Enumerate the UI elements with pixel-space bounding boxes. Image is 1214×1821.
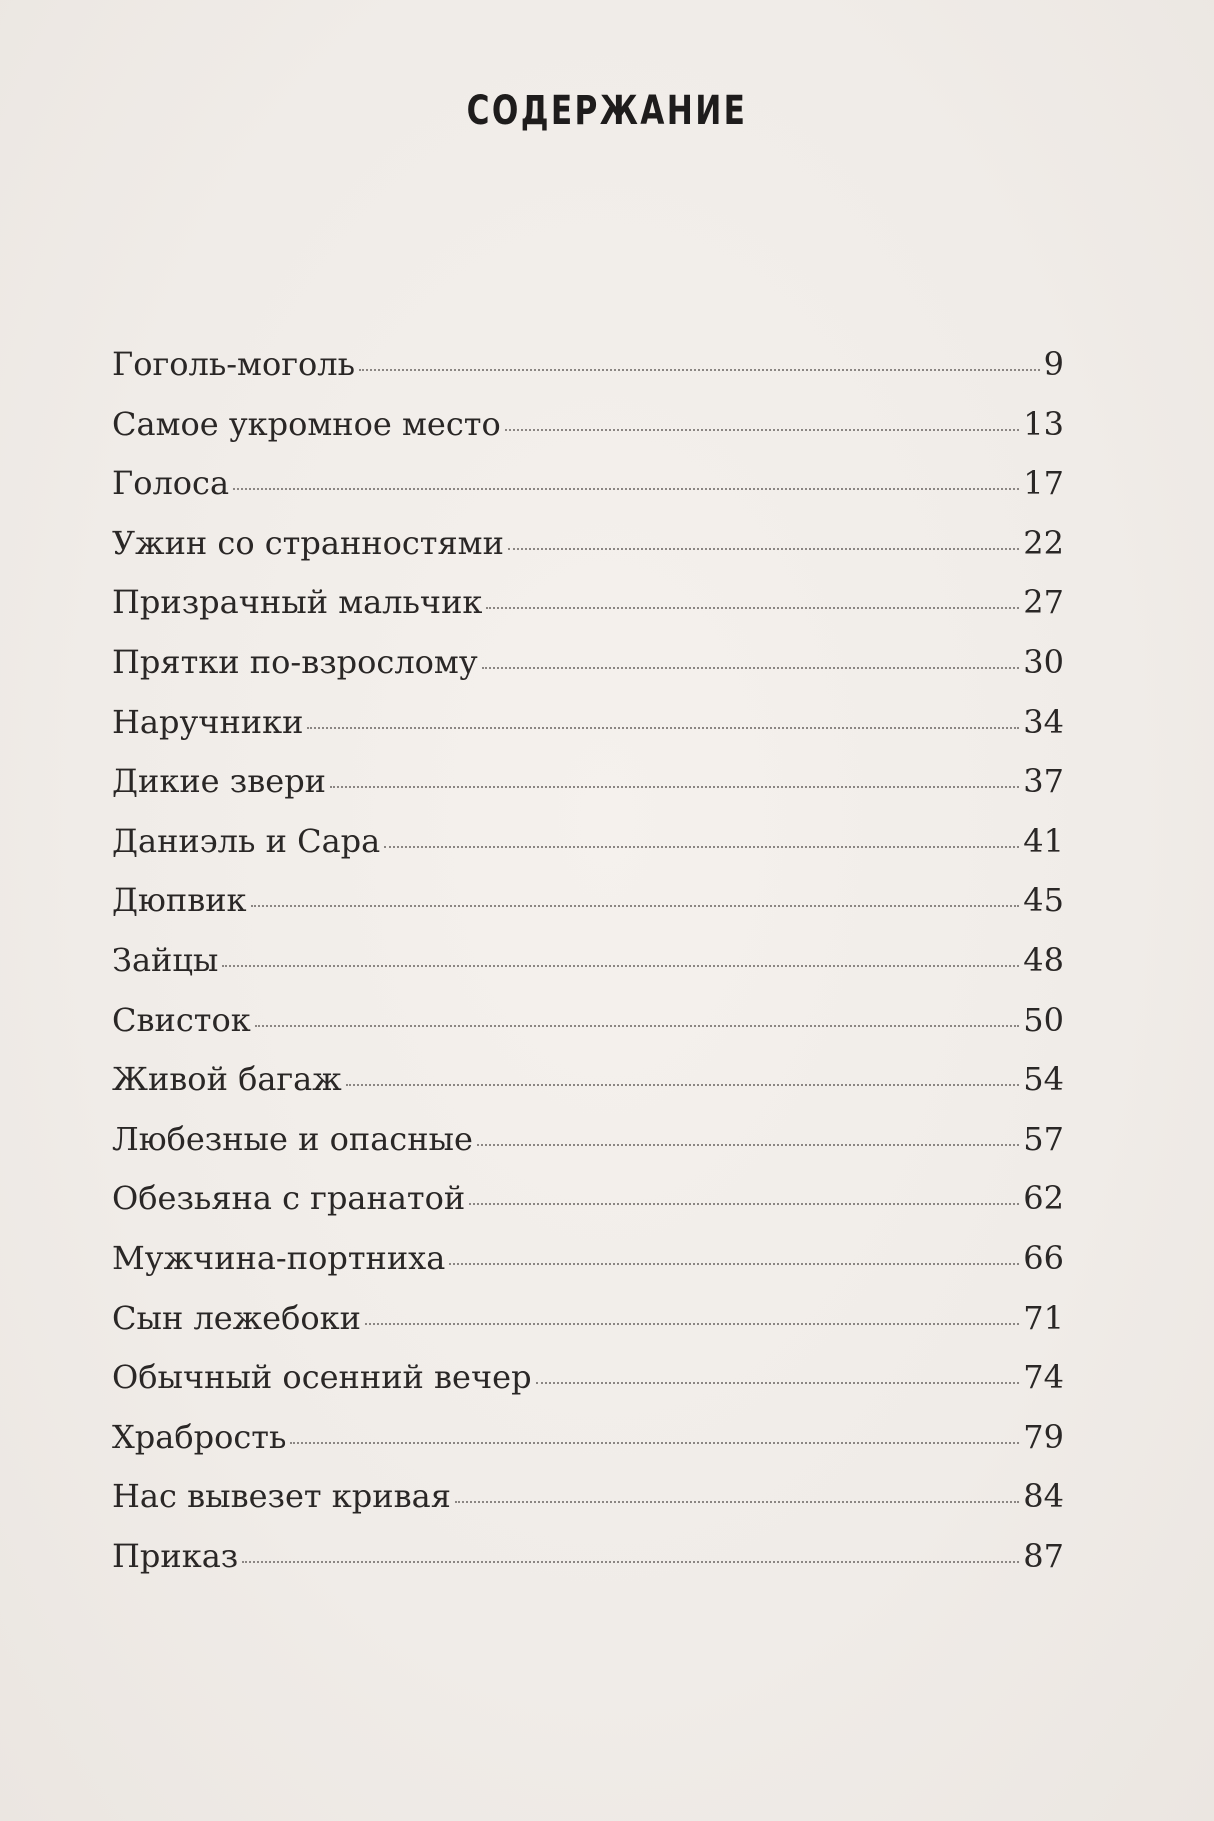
dot-leader: [365, 1323, 1019, 1325]
toc-entry: [112, 583, 1064, 643]
toc-entry: [112, 1537, 1064, 1597]
toc-entry-title: Храбрость: [112, 1417, 287, 1456]
page-title: СОДЕРЖАНИЕ: [466, 88, 748, 134]
toc-entry-page-number: 45: [1023, 881, 1064, 920]
toc-entry: [112, 1358, 1064, 1418]
dot-leader: [242, 1561, 1019, 1563]
dot-leader: [290, 1442, 1019, 1444]
toc-entry: [112, 1060, 1064, 1120]
table-of-contents: [112, 345, 1064, 1596]
toc-entry-page-number: 17: [1023, 464, 1064, 503]
toc-entry: [112, 1001, 1064, 1061]
toc-entry: [112, 1179, 1064, 1239]
toc-entry-title: Даниэль и Сара: [112, 821, 381, 860]
toc-entry-title: Живой багаж: [112, 1060, 342, 1099]
toc-entry-page-number: 62: [1023, 1179, 1064, 1218]
toc-entry-title: Мужчина-портниха: [112, 1238, 446, 1277]
dot-leader: [222, 965, 1019, 967]
dot-leader: [384, 846, 1019, 848]
toc-entry: [112, 464, 1064, 524]
dot-leader: [330, 786, 1019, 788]
toc-entry: [112, 1120, 1064, 1180]
dot-leader: [359, 369, 1040, 371]
dot-leader: [346, 1084, 1020, 1086]
toc-entry-title: Прятки по-взрослому: [112, 642, 478, 681]
dot-leader: [255, 1025, 1020, 1027]
toc-entry-title: Ужин со странностями: [112, 523, 504, 562]
toc-entry-title: Обычный осенний вечер: [112, 1358, 532, 1397]
toc-entry: [112, 1477, 1064, 1537]
toc-entry-page-number: 37: [1023, 762, 1064, 801]
toc-entry-page-number: 74: [1023, 1358, 1064, 1397]
toc-entry: [112, 941, 1064, 1001]
dot-leader: [455, 1501, 1019, 1503]
toc-entry: [112, 1418, 1064, 1478]
toc-entry-page-number: 50: [1023, 1000, 1064, 1039]
toc-entry-title: Наручники: [112, 702, 304, 741]
toc-entry: [112, 822, 1064, 882]
toc-entry: [112, 762, 1064, 822]
toc-entry-page-number: 41: [1023, 821, 1064, 860]
toc-entry-page-number: 34: [1023, 702, 1064, 741]
toc-entry-page-number: 27: [1023, 583, 1064, 622]
dot-leader: [307, 727, 1019, 729]
dot-leader: [233, 488, 1019, 490]
toc-entry-page-number: 9: [1043, 345, 1064, 383]
toc-entry-title: Свисток: [112, 1000, 251, 1039]
toc-entry-title: Дюпвик: [112, 881, 247, 920]
toc-entry-title: Обезьяна с гранатой: [112, 1179, 466, 1218]
toc-entry: [112, 405, 1064, 465]
toc-entry-title: Сын лежебоки: [112, 1298, 361, 1337]
dot-leader: [505, 429, 1020, 431]
toc-entry: [112, 643, 1064, 703]
toc-entry-page-number: 87: [1023, 1536, 1064, 1575]
toc-entry: [112, 703, 1064, 763]
dot-leader: [508, 548, 1019, 550]
dot-leader: [449, 1263, 1019, 1265]
toc-entry-page-number: 48: [1023, 940, 1064, 979]
dot-leader: [536, 1382, 1020, 1384]
toc-entry: [112, 524, 1064, 584]
toc-entry-title: Самое укромное место: [112, 404, 501, 443]
dot-leader: [251, 905, 1020, 907]
toc-entry-page-number: 79: [1023, 1417, 1064, 1456]
toc-entry-page-number: 66: [1023, 1238, 1064, 1277]
toc-entry-page-number: 71: [1023, 1298, 1064, 1337]
dot-leader: [486, 607, 1019, 609]
toc-entry: [112, 345, 1064, 405]
toc-entry-title: Дикие звери: [112, 762, 326, 801]
toc-entry-page-number: 57: [1023, 1119, 1064, 1158]
toc-entry-title: Зайцы: [112, 940, 219, 979]
toc-entry-title: Призрачный мальчик: [112, 583, 483, 622]
dot-leader: [482, 667, 1020, 669]
toc-entry-title: Гоголь-моголь: [112, 345, 355, 383]
toc-entry-page-number: 54: [1023, 1060, 1064, 1099]
toc-entry-page-number: 84: [1023, 1477, 1064, 1516]
toc-entry-page-number: 22: [1023, 523, 1064, 562]
toc-entry-title: Любезные и опасные: [112, 1119, 473, 1158]
toc-entry: [112, 881, 1064, 941]
toc-entry-title: Приказ: [112, 1536, 239, 1575]
toc-entry: [112, 1239, 1064, 1299]
dot-leader: [469, 1203, 1019, 1205]
toc-entry-title: Нас вывезет кривая: [112, 1477, 451, 1516]
dot-leader: [477, 1144, 1019, 1146]
toc-entry: [112, 1299, 1064, 1359]
toc-entry-page-number: 13: [1023, 404, 1064, 443]
toc-entry-page-number: 30: [1023, 642, 1064, 681]
toc-entry-title: Голоса: [112, 464, 230, 503]
